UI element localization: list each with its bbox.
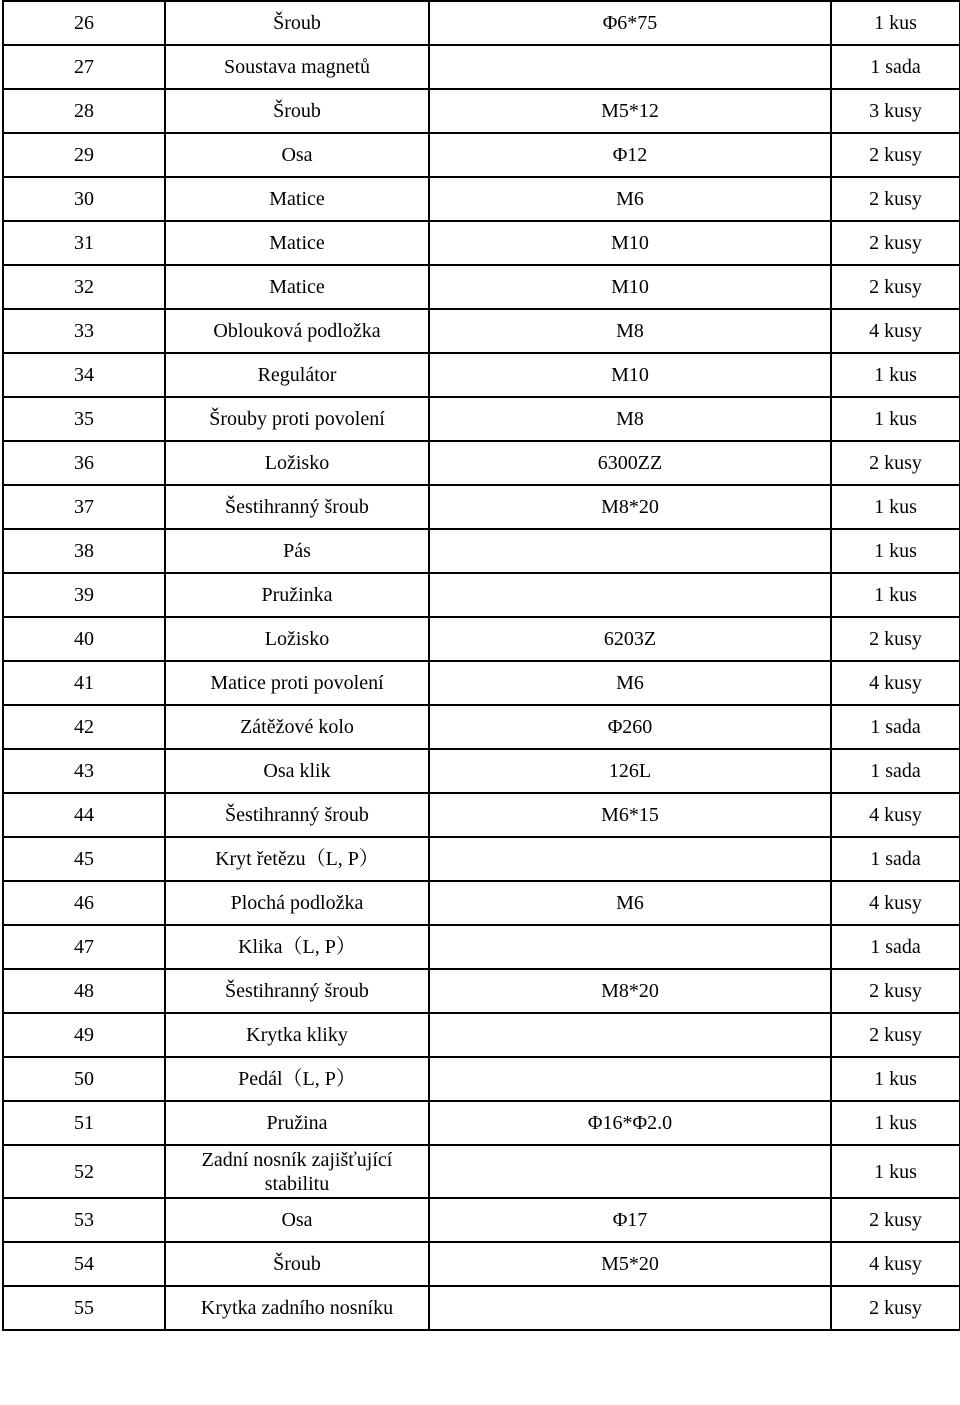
table-row: [3, 1286, 960, 1330]
parts-table: [2, 0, 960, 1331]
part-quantity-cell: 3 kusy: [831, 89, 960, 133]
part-name-cell: Šestihranný šroub: [165, 485, 429, 529]
table-row: [3, 1013, 960, 1057]
part-spec-cell: 126L: [429, 749, 831, 793]
part-name-cell: Krytka kliky: [165, 1013, 429, 1057]
part-spec-cell: Φ260: [429, 705, 831, 749]
part-name-cell: Šroub: [165, 89, 429, 133]
part-number-cell: 49: [3, 1013, 165, 1057]
part-name-cell: Pružina: [165, 1101, 429, 1145]
table-row: [3, 573, 960, 617]
part-spec-cell: M8*20: [429, 969, 831, 1013]
part-spec-cell: M5*12: [429, 89, 831, 133]
part-spec-cell: [429, 573, 831, 617]
part-quantity-cell: 4 kusy: [831, 661, 960, 705]
part-quantity-cell: 1 kus: [831, 1, 960, 45]
part-quantity-cell: 2 kusy: [831, 133, 960, 177]
part-name-cell: Osa: [165, 1198, 429, 1242]
part-quantity-cell: 4 kusy: [831, 793, 960, 837]
part-quantity-cell: 1 kus: [831, 1145, 960, 1198]
table-row: [3, 177, 960, 221]
part-number-cell: 38: [3, 529, 165, 573]
table-row: [3, 837, 960, 881]
part-name-cell: Šestihranný šroub: [165, 793, 429, 837]
part-name-cell: Šestihranný šroub: [165, 969, 429, 1013]
part-number-cell: 31: [3, 221, 165, 265]
part-name-cell: Matice proti povolení: [165, 661, 429, 705]
part-name-cell: Šrouby proti povolení: [165, 397, 429, 441]
part-number-cell: 51: [3, 1101, 165, 1145]
part-number-cell: 32: [3, 265, 165, 309]
part-spec-cell: [429, 529, 831, 573]
part-number-cell: 36: [3, 441, 165, 485]
part-number-cell: 53: [3, 1198, 165, 1242]
part-number-cell: 40: [3, 617, 165, 661]
part-spec-cell: M8: [429, 397, 831, 441]
part-quantity-cell: 1 sada: [831, 925, 960, 969]
table-row: [3, 1057, 960, 1101]
part-name-cell: Oblouková podložka: [165, 309, 429, 353]
part-number-cell: 43: [3, 749, 165, 793]
table-row: [3, 1242, 960, 1286]
part-quantity-cell: 1 kus: [831, 485, 960, 529]
part-quantity-cell: 1 kus: [831, 1101, 960, 1145]
part-name-cell: Plochá podložka: [165, 881, 429, 925]
part-number-cell: 39: [3, 573, 165, 617]
part-spec-cell: M6: [429, 661, 831, 705]
part-spec-cell: [429, 925, 831, 969]
part-spec-cell: 6300ZZ: [429, 441, 831, 485]
part-spec-cell: [429, 1057, 831, 1101]
part-number-cell: 37: [3, 485, 165, 529]
part-spec-cell: [429, 1145, 831, 1198]
part-quantity-cell: 2 kusy: [831, 221, 960, 265]
table-row: [3, 1145, 960, 1198]
part-spec-cell: [429, 45, 831, 89]
part-spec-cell: M5*20: [429, 1242, 831, 1286]
table-row: [3, 397, 960, 441]
part-spec-cell: Φ6*75: [429, 1, 831, 45]
table-row: [3, 705, 960, 749]
table-row: [3, 925, 960, 969]
part-quantity-cell: 2 kusy: [831, 969, 960, 1013]
part-spec-cell: [429, 837, 831, 881]
part-number-cell: 47: [3, 925, 165, 969]
part-quantity-cell: 4 kusy: [831, 309, 960, 353]
part-number-cell: 50: [3, 1057, 165, 1101]
part-quantity-cell: 2 kusy: [831, 1013, 960, 1057]
part-number-cell: 27: [3, 45, 165, 89]
table-row: [3, 265, 960, 309]
part-name-cell: Kryt řetězu（L, P）: [165, 837, 429, 881]
table-row: [3, 1198, 960, 1242]
table-row: [3, 661, 960, 705]
table-row: [3, 881, 960, 925]
part-spec-cell: Φ12: [429, 133, 831, 177]
part-number-cell: 33: [3, 309, 165, 353]
part-name-cell: Osa: [165, 133, 429, 177]
table-row: [3, 353, 960, 397]
part-quantity-cell: 1 sada: [831, 705, 960, 749]
part-spec-cell: M10: [429, 221, 831, 265]
part-spec-cell: M10: [429, 265, 831, 309]
part-quantity-cell: 2 kusy: [831, 1286, 960, 1330]
table-row: [3, 45, 960, 89]
part-name-cell: Zadní nosník zajišťující stabilitu: [165, 1145, 429, 1198]
part-spec-cell: M6: [429, 881, 831, 925]
part-quantity-cell: 1 sada: [831, 749, 960, 793]
part-name-cell: Šroub: [165, 1242, 429, 1286]
table-row: [3, 529, 960, 573]
part-name-cell: Pás: [165, 529, 429, 573]
part-quantity-cell: 2 kusy: [831, 1198, 960, 1242]
part-number-cell: 35: [3, 397, 165, 441]
part-number-cell: 55: [3, 1286, 165, 1330]
part-name-cell: Regulátor: [165, 353, 429, 397]
part-spec-cell: M6: [429, 177, 831, 221]
table-row: [3, 89, 960, 133]
part-number-cell: 44: [3, 793, 165, 837]
part-number-cell: 52: [3, 1145, 165, 1198]
part-name-cell: Pružinka: [165, 573, 429, 617]
part-spec-cell: M8: [429, 309, 831, 353]
part-number-cell: 26: [3, 1, 165, 45]
table-row: [3, 1, 960, 45]
part-number-cell: 54: [3, 1242, 165, 1286]
part-quantity-cell: 1 sada: [831, 45, 960, 89]
part-number-cell: 29: [3, 133, 165, 177]
part-name-cell: Ložisko: [165, 441, 429, 485]
part-quantity-cell: 1 kus: [831, 573, 960, 617]
part-name-cell: Soustava magnetů: [165, 45, 429, 89]
part-quantity-cell: 1 kus: [831, 353, 960, 397]
part-spec-cell: Φ16*Φ2.0: [429, 1101, 831, 1145]
part-number-cell: 46: [3, 881, 165, 925]
part-spec-cell: [429, 1286, 831, 1330]
part-number-cell: 41: [3, 661, 165, 705]
part-quantity-cell: 1 kus: [831, 1057, 960, 1101]
table-row: [3, 793, 960, 837]
part-spec-cell: M8*20: [429, 485, 831, 529]
part-quantity-cell: 1 kus: [831, 397, 960, 441]
table-row: [3, 485, 960, 529]
part-spec-cell: M6*15: [429, 793, 831, 837]
part-number-cell: 30: [3, 177, 165, 221]
part-spec-cell: [429, 1013, 831, 1057]
part-name-cell: Zátěžové kolo: [165, 705, 429, 749]
part-quantity-cell: 4 kusy: [831, 1242, 960, 1286]
table-row: [3, 133, 960, 177]
part-name-cell: Pedál（L, P）: [165, 1057, 429, 1101]
part-name-cell: Matice: [165, 221, 429, 265]
part-number-cell: 48: [3, 969, 165, 1013]
part-spec-cell: M10: [429, 353, 831, 397]
part-number-cell: 28: [3, 89, 165, 133]
part-name-cell: Krytka zadního nosníku: [165, 1286, 429, 1330]
part-number-cell: 34: [3, 353, 165, 397]
part-spec-cell: 6203Z: [429, 617, 831, 661]
part-name-cell: Matice: [165, 265, 429, 309]
table-row: [3, 617, 960, 661]
part-name-cell: Osa klik: [165, 749, 429, 793]
part-quantity-cell: 2 kusy: [831, 441, 960, 485]
parts-table-body: [3, 1, 960, 1330]
table-row: [3, 749, 960, 793]
part-name-cell: Ložisko: [165, 617, 429, 661]
part-number-cell: 45: [3, 837, 165, 881]
table-row: [3, 441, 960, 485]
part-name-cell: Klika（L, P）: [165, 925, 429, 969]
table-row: [3, 969, 960, 1013]
table-row: [3, 221, 960, 265]
table-row: [3, 1101, 960, 1145]
part-quantity-cell: 2 kusy: [831, 265, 960, 309]
part-spec-cell: Φ17: [429, 1198, 831, 1242]
part-quantity-cell: 2 kusy: [831, 617, 960, 661]
part-quantity-cell: 4 kusy: [831, 881, 960, 925]
part-name-cell: Matice: [165, 177, 429, 221]
part-quantity-cell: 2 kusy: [831, 177, 960, 221]
part-quantity-cell: 1 sada: [831, 837, 960, 881]
part-quantity-cell: 1 kus: [831, 529, 960, 573]
part-number-cell: 42: [3, 705, 165, 749]
part-name-cell: Šroub: [165, 1, 429, 45]
table-row: [3, 309, 960, 353]
